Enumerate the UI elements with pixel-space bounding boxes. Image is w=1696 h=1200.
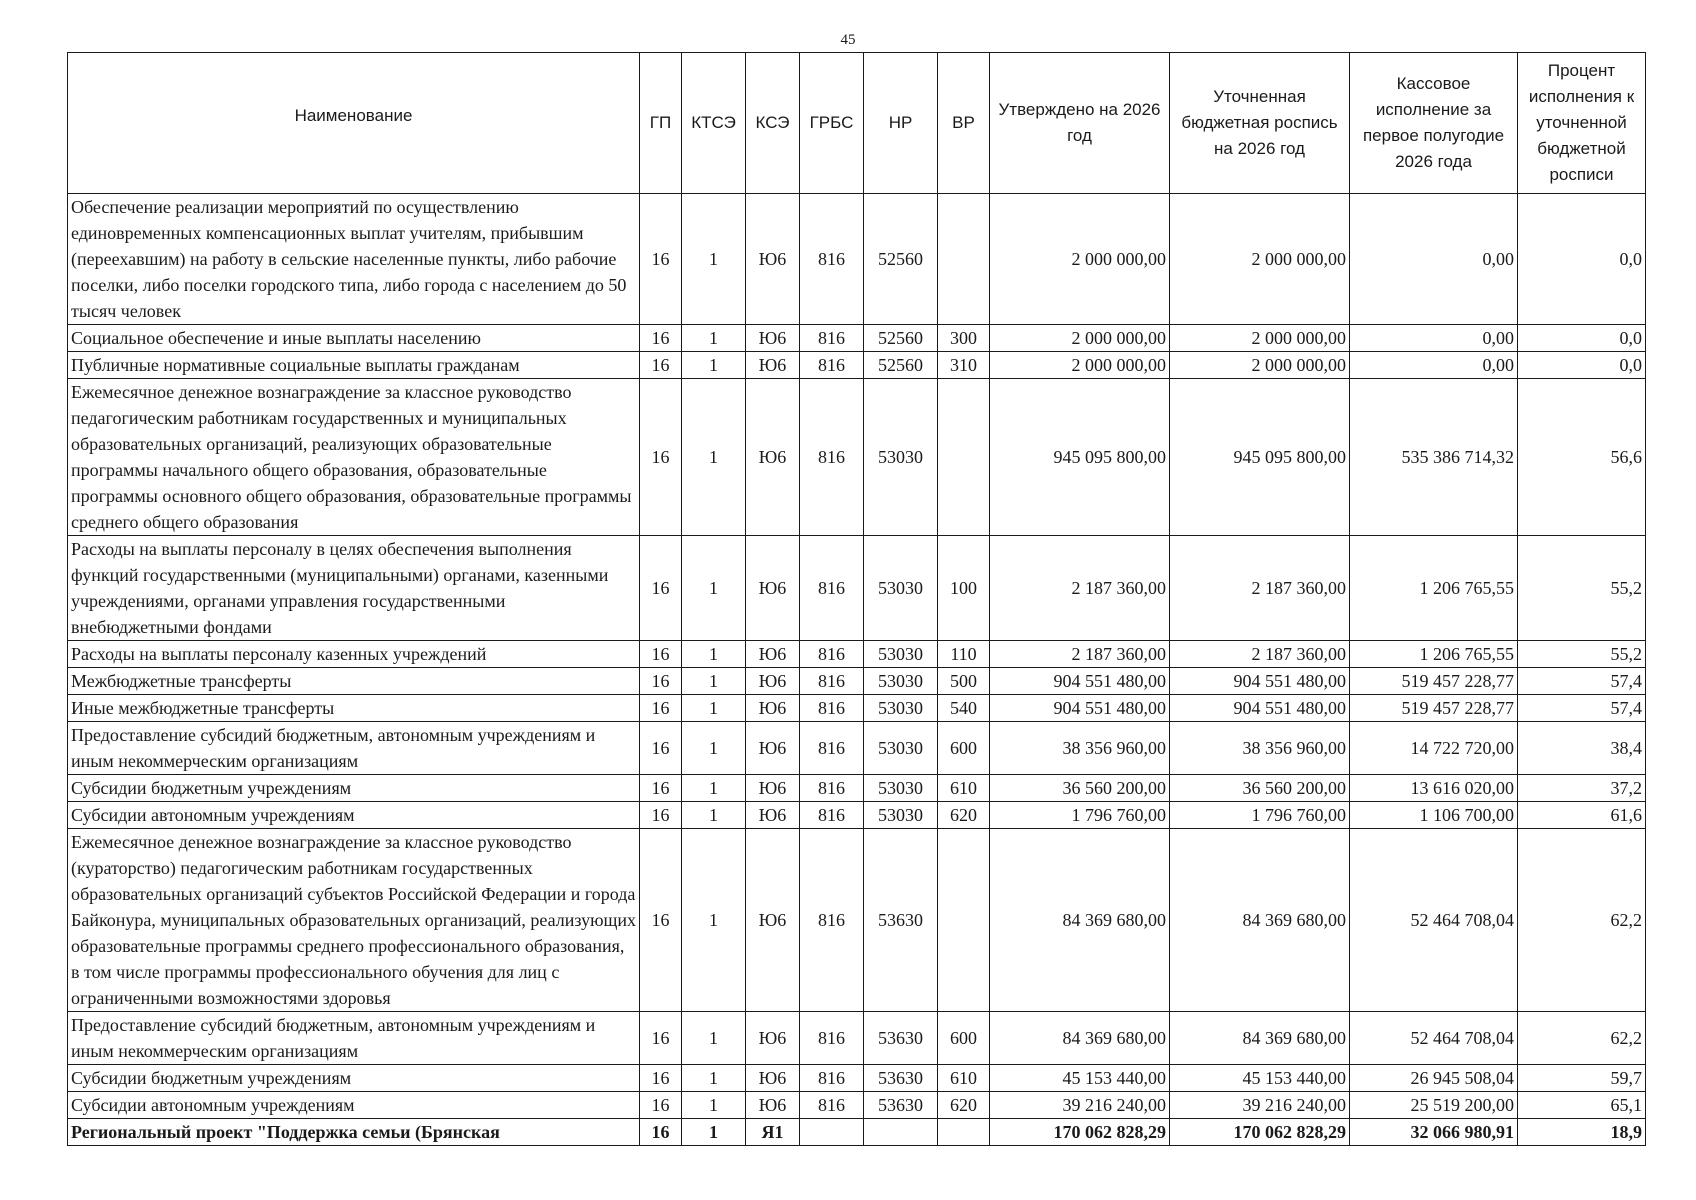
cell-percent: 61,6 — [1518, 802, 1646, 829]
cell-nr: 53030 — [864, 802, 938, 829]
cell-cash: 1 106 700,00 — [1350, 802, 1518, 829]
cell-percent: 18,9 — [1518, 1119, 1646, 1146]
cell-kse: Ю6 — [746, 536, 800, 641]
cell-gp: 16 — [640, 536, 682, 641]
cell-gp: 16 — [640, 668, 682, 695]
table-row — [68, 641, 1646, 668]
cell-refined: 38 356 960,00 — [1170, 722, 1350, 775]
table-row — [68, 325, 1646, 352]
cell-nr: 53030 — [864, 722, 938, 775]
cell-vr: 610 — [938, 775, 990, 802]
cell-grbs: 816 — [800, 1012, 864, 1065]
cell-name: Публичные нормативные социальные выплаты гражданам — [68, 352, 640, 379]
cell-approved: 2 187 360,00 — [990, 641, 1170, 668]
cell-refined: 2 187 360,00 — [1170, 536, 1350, 641]
cell-vr — [938, 829, 990, 1012]
table-row — [68, 775, 1646, 802]
table-row — [68, 352, 1646, 379]
cell-grbs: 816 — [800, 194, 864, 325]
cell-grbs: 816 — [800, 1065, 864, 1092]
table-row — [68, 536, 1646, 641]
cell-percent: 0,0 — [1518, 352, 1646, 379]
cell-approved: 84 369 680,00 — [990, 829, 1170, 1012]
cell-cash: 0,00 — [1350, 325, 1518, 352]
cell-vr: 600 — [938, 722, 990, 775]
cell-name: Межбюджетные трансферты — [68, 668, 640, 695]
cell-grbs: 816 — [800, 802, 864, 829]
cell-grbs: 816 — [800, 722, 864, 775]
cell-approved: 84 369 680,00 — [990, 1012, 1170, 1065]
header-grbs: ГРБС — [800, 53, 864, 194]
cell-name: Субсидии автономным учреждениям — [68, 802, 640, 829]
cell-approved: 2 187 360,00 — [990, 536, 1170, 641]
cell-cash: 32 066 980,91 — [1350, 1119, 1518, 1146]
cell-vr: 620 — [938, 1092, 990, 1119]
cell-grbs: 816 — [800, 352, 864, 379]
cell-grbs: 816 — [800, 536, 864, 641]
cell-ktse: 1 — [682, 802, 746, 829]
cell-nr: 53030 — [864, 668, 938, 695]
cell-refined: 2 000 000,00 — [1170, 325, 1350, 352]
cell-ktse: 1 — [682, 379, 746, 536]
cell-kse: Ю6 — [746, 802, 800, 829]
cell-approved: 2 000 000,00 — [990, 325, 1170, 352]
table-row — [68, 1012, 1646, 1065]
cell-grbs: 816 — [800, 829, 864, 1012]
cell-name: Расходы на выплаты персоналу в целях обеспечения выполнения функций государственными (муниципальными) органами, казенными учреждениями, органами управления государственными внебюджетными фондами — [68, 536, 640, 641]
cell-name: Иные межбюджетные трансферты — [68, 695, 640, 722]
cell-ktse: 1 — [682, 1119, 746, 1146]
table-row — [68, 668, 1646, 695]
cell-nr: 53630 — [864, 1012, 938, 1065]
cell-gp: 16 — [640, 775, 682, 802]
cell-vr — [938, 194, 990, 325]
cell-name: Ежемесячное денежное вознаграждение за классное руководство (кураторство) педагогическим работникам государственных образовательных организаций субъектов Российской Федерации и города Байконура, муниципальных образовательных организаций, реализующих образовательные программы среднего профессионального образования, в том числе программы профессионального обучения для лиц с ограниченными возможностями здоровья — [68, 829, 640, 1012]
cell-ktse: 1 — [682, 668, 746, 695]
cell-cash: 535 386 714,32 — [1350, 379, 1518, 536]
cell-approved: 38 356 960,00 — [990, 722, 1170, 775]
header-cash: Кассовое исполнение за первое полугодие 2026 года — [1350, 53, 1518, 194]
cell-kse: Ю6 — [746, 668, 800, 695]
cell-kse: Ю6 — [746, 1092, 800, 1119]
header-row — [68, 53, 1646, 194]
cell-gp: 16 — [640, 641, 682, 668]
cell-nr: 53030 — [864, 641, 938, 668]
cell-grbs: 816 — [800, 775, 864, 802]
cell-ktse: 1 — [682, 775, 746, 802]
cell-approved: 904 551 480,00 — [990, 695, 1170, 722]
cell-gp: 16 — [640, 695, 682, 722]
cell-vr: 620 — [938, 802, 990, 829]
cell-cash: 1 206 765,55 — [1350, 536, 1518, 641]
cell-cash: 26 945 508,04 — [1350, 1065, 1518, 1092]
cell-nr: 52560 — [864, 352, 938, 379]
cell-name: Социальное обеспечение и иные выплаты населению — [68, 325, 640, 352]
cell-cash: 0,00 — [1350, 352, 1518, 379]
cell-percent: 56,6 — [1518, 379, 1646, 536]
cell-name: Расходы на выплаты персоналу казенных учреждений — [68, 641, 640, 668]
cell-gp: 16 — [640, 352, 682, 379]
cell-approved: 904 551 480,00 — [990, 668, 1170, 695]
cell-gp: 16 — [640, 194, 682, 325]
cell-approved: 170 062 828,29 — [990, 1119, 1170, 1146]
cell-kse: Ю6 — [746, 352, 800, 379]
cell-vr: 110 — [938, 641, 990, 668]
cell-cash: 519 457 228,77 — [1350, 695, 1518, 722]
cell-refined: 945 095 800,00 — [1170, 379, 1350, 536]
cell-kse: Ю6 — [746, 1065, 800, 1092]
cell-percent: 0,0 — [1518, 325, 1646, 352]
cell-grbs: 816 — [800, 379, 864, 536]
cell-vr: 500 — [938, 668, 990, 695]
cell-approved: 39 216 240,00 — [990, 1092, 1170, 1119]
cell-ktse: 1 — [682, 695, 746, 722]
cell-percent: 37,2 — [1518, 775, 1646, 802]
cell-gp: 16 — [640, 1065, 682, 1092]
cell-percent: 62,2 — [1518, 1012, 1646, 1065]
page-number: 45 — [840, 32, 856, 48]
cell-refined: 170 062 828,29 — [1170, 1119, 1350, 1146]
header-percent: Процент исполнения к уточненной бюджетной росписи — [1518, 53, 1646, 194]
cell-nr: 53030 — [864, 536, 938, 641]
cell-ktse: 1 — [682, 641, 746, 668]
cell-nr: 52560 — [864, 325, 938, 352]
cell-approved: 2 000 000,00 — [990, 194, 1170, 325]
cell-ktse: 1 — [682, 1065, 746, 1092]
cell-cash: 1 206 765,55 — [1350, 641, 1518, 668]
cell-percent: 55,2 — [1518, 641, 1646, 668]
cell-grbs: 816 — [800, 668, 864, 695]
cell-refined: 904 551 480,00 — [1170, 668, 1350, 695]
cell-refined: 84 369 680,00 — [1170, 1012, 1350, 1065]
table-row — [68, 1119, 1646, 1146]
cell-nr: 53030 — [864, 775, 938, 802]
cell-grbs: 816 — [800, 641, 864, 668]
cell-kse: Ю6 — [746, 722, 800, 775]
header-ktse: КТСЭ — [682, 53, 746, 194]
cell-approved: 945 095 800,00 — [990, 379, 1170, 536]
cell-percent: 55,2 — [1518, 536, 1646, 641]
cell-name: Субсидии бюджетным учреждениям — [68, 775, 640, 802]
budget-table — [67, 52, 1646, 1146]
cell-name: Обеспечение реализации мероприятий по осуществлению единовременных компенсационных выплат учителям, прибывшим (переехавшим) на работу в сельские населенные пункты, либо рабочие поселки, либо поселки городского типа, либо города с населением до 50 тысяч человек — [68, 194, 640, 325]
cell-ktse: 1 — [682, 1092, 746, 1119]
cell-vr: 540 — [938, 695, 990, 722]
cell-kse: Ю6 — [746, 829, 800, 1012]
cell-gp: 16 — [640, 1012, 682, 1065]
cell-vr: 300 — [938, 325, 990, 352]
cell-gp: 16 — [640, 325, 682, 352]
cell-nr: 53630 — [864, 1092, 938, 1119]
cell-refined: 904 551 480,00 — [1170, 695, 1350, 722]
cell-nr: 52560 — [864, 194, 938, 325]
cell-cash: 25 519 200,00 — [1350, 1092, 1518, 1119]
cell-name: Предоставление субсидий бюджетным, автономным учреждениям и иным некоммерческим организациям — [68, 722, 640, 775]
cell-refined: 36 560 200,00 — [1170, 775, 1350, 802]
cell-ktse: 1 — [682, 829, 746, 1012]
cell-approved: 45 153 440,00 — [990, 1065, 1170, 1092]
cell-kse: Ю6 — [746, 194, 800, 325]
cell-vr: 100 — [938, 536, 990, 641]
cell-grbs: 816 — [800, 325, 864, 352]
table-row — [68, 1065, 1646, 1092]
cell-cash: 519 457 228,77 — [1350, 668, 1518, 695]
table-row — [68, 722, 1646, 775]
table-row — [68, 802, 1646, 829]
cell-name: Ежемесячное денежное вознаграждение за классное руководство педагогическим работникам государственных и муниципальных образовательных организаций, реализующих образовательные программы начального общего образования, образовательные программы основного общего образования, образовательные программы среднего общего образования — [68, 379, 640, 536]
cell-kse: Ю6 — [746, 695, 800, 722]
cell-refined: 2 000 000,00 — [1170, 194, 1350, 325]
cell-kse: Ю6 — [746, 641, 800, 668]
cell-grbs — [800, 1119, 864, 1146]
table-row — [68, 1092, 1646, 1119]
cell-ktse: 1 — [682, 194, 746, 325]
cell-ktse: 1 — [682, 352, 746, 379]
cell-percent: 38,4 — [1518, 722, 1646, 775]
cell-refined: 2 187 360,00 — [1170, 641, 1350, 668]
header-approved: Утверждено на 2026 год — [990, 53, 1170, 194]
cell-kse: Ю6 — [746, 325, 800, 352]
cell-cash: 13 616 020,00 — [1350, 775, 1518, 802]
cell-ktse: 1 — [682, 722, 746, 775]
cell-nr — [864, 1119, 938, 1146]
cell-approved: 1 796 760,00 — [990, 802, 1170, 829]
cell-gp: 16 — [640, 829, 682, 1012]
cell-approved: 36 560 200,00 — [990, 775, 1170, 802]
cell-gp: 16 — [640, 379, 682, 536]
cell-percent: 59,7 — [1518, 1065, 1646, 1092]
cell-percent: 65,1 — [1518, 1092, 1646, 1119]
cell-kse: Я1 — [746, 1119, 800, 1146]
cell-name: Субсидии автономным учреждениям — [68, 1092, 640, 1119]
cell-refined: 2 000 000,00 — [1170, 352, 1350, 379]
cell-nr: 53630 — [864, 1065, 938, 1092]
cell-nr: 53630 — [864, 829, 938, 1012]
cell-nr: 53030 — [864, 695, 938, 722]
cell-grbs: 816 — [800, 695, 864, 722]
cell-ktse: 1 — [682, 325, 746, 352]
cell-refined: 1 796 760,00 — [1170, 802, 1350, 829]
cell-ktse: 1 — [682, 536, 746, 641]
cell-nr: 53030 — [864, 379, 938, 536]
cell-kse: Ю6 — [746, 775, 800, 802]
table-row — [68, 829, 1646, 1012]
cell-percent: 57,4 — [1518, 668, 1646, 695]
cell-vr — [938, 379, 990, 536]
header-vr: ВР — [938, 53, 990, 194]
cell-vr: 310 — [938, 352, 990, 379]
table-row — [68, 695, 1646, 722]
table-row — [68, 379, 1646, 536]
cell-cash: 52 464 708,04 — [1350, 829, 1518, 1012]
cell-ktse: 1 — [682, 1012, 746, 1065]
cell-grbs: 816 — [800, 1092, 864, 1119]
cell-vr: 600 — [938, 1012, 990, 1065]
header-nr: НР — [864, 53, 938, 194]
cell-kse: Ю6 — [746, 379, 800, 536]
header-kse: КСЭ — [746, 53, 800, 194]
cell-percent: 57,4 — [1518, 695, 1646, 722]
cell-gp: 16 — [640, 1092, 682, 1119]
cell-name: Предоставление субсидий бюджетным, автономным учреждениям и иным некоммерческим организациям — [68, 1012, 640, 1065]
cell-name: Субсидии бюджетным учреждениям — [68, 1065, 640, 1092]
cell-vr — [938, 1119, 990, 1146]
cell-gp: 16 — [640, 722, 682, 775]
header-gp: ГП — [640, 53, 682, 194]
cell-refined: 39 216 240,00 — [1170, 1092, 1350, 1119]
cell-cash: 14 722 720,00 — [1350, 722, 1518, 775]
table-body — [68, 194, 1646, 1146]
header-refined: Уточненная бюджетная роспись на 2026 год — [1170, 53, 1350, 194]
cell-approved: 2 000 000,00 — [990, 352, 1170, 379]
cell-refined: 45 153 440,00 — [1170, 1065, 1350, 1092]
cell-gp: 16 — [640, 1119, 682, 1146]
cell-name: Региональный проект "Поддержка семьи (Брянская — [68, 1119, 640, 1146]
cell-percent: 62,2 — [1518, 829, 1646, 1012]
cell-cash: 52 464 708,04 — [1350, 1012, 1518, 1065]
cell-gp: 16 — [640, 802, 682, 829]
cell-kse: Ю6 — [746, 1012, 800, 1065]
cell-vr: 610 — [938, 1065, 990, 1092]
table-row — [68, 194, 1646, 325]
cell-refined: 84 369 680,00 — [1170, 829, 1350, 1012]
header-name: Наименование — [68, 53, 640, 194]
cell-cash: 0,00 — [1350, 194, 1518, 325]
cell-percent: 0,0 — [1518, 194, 1646, 325]
